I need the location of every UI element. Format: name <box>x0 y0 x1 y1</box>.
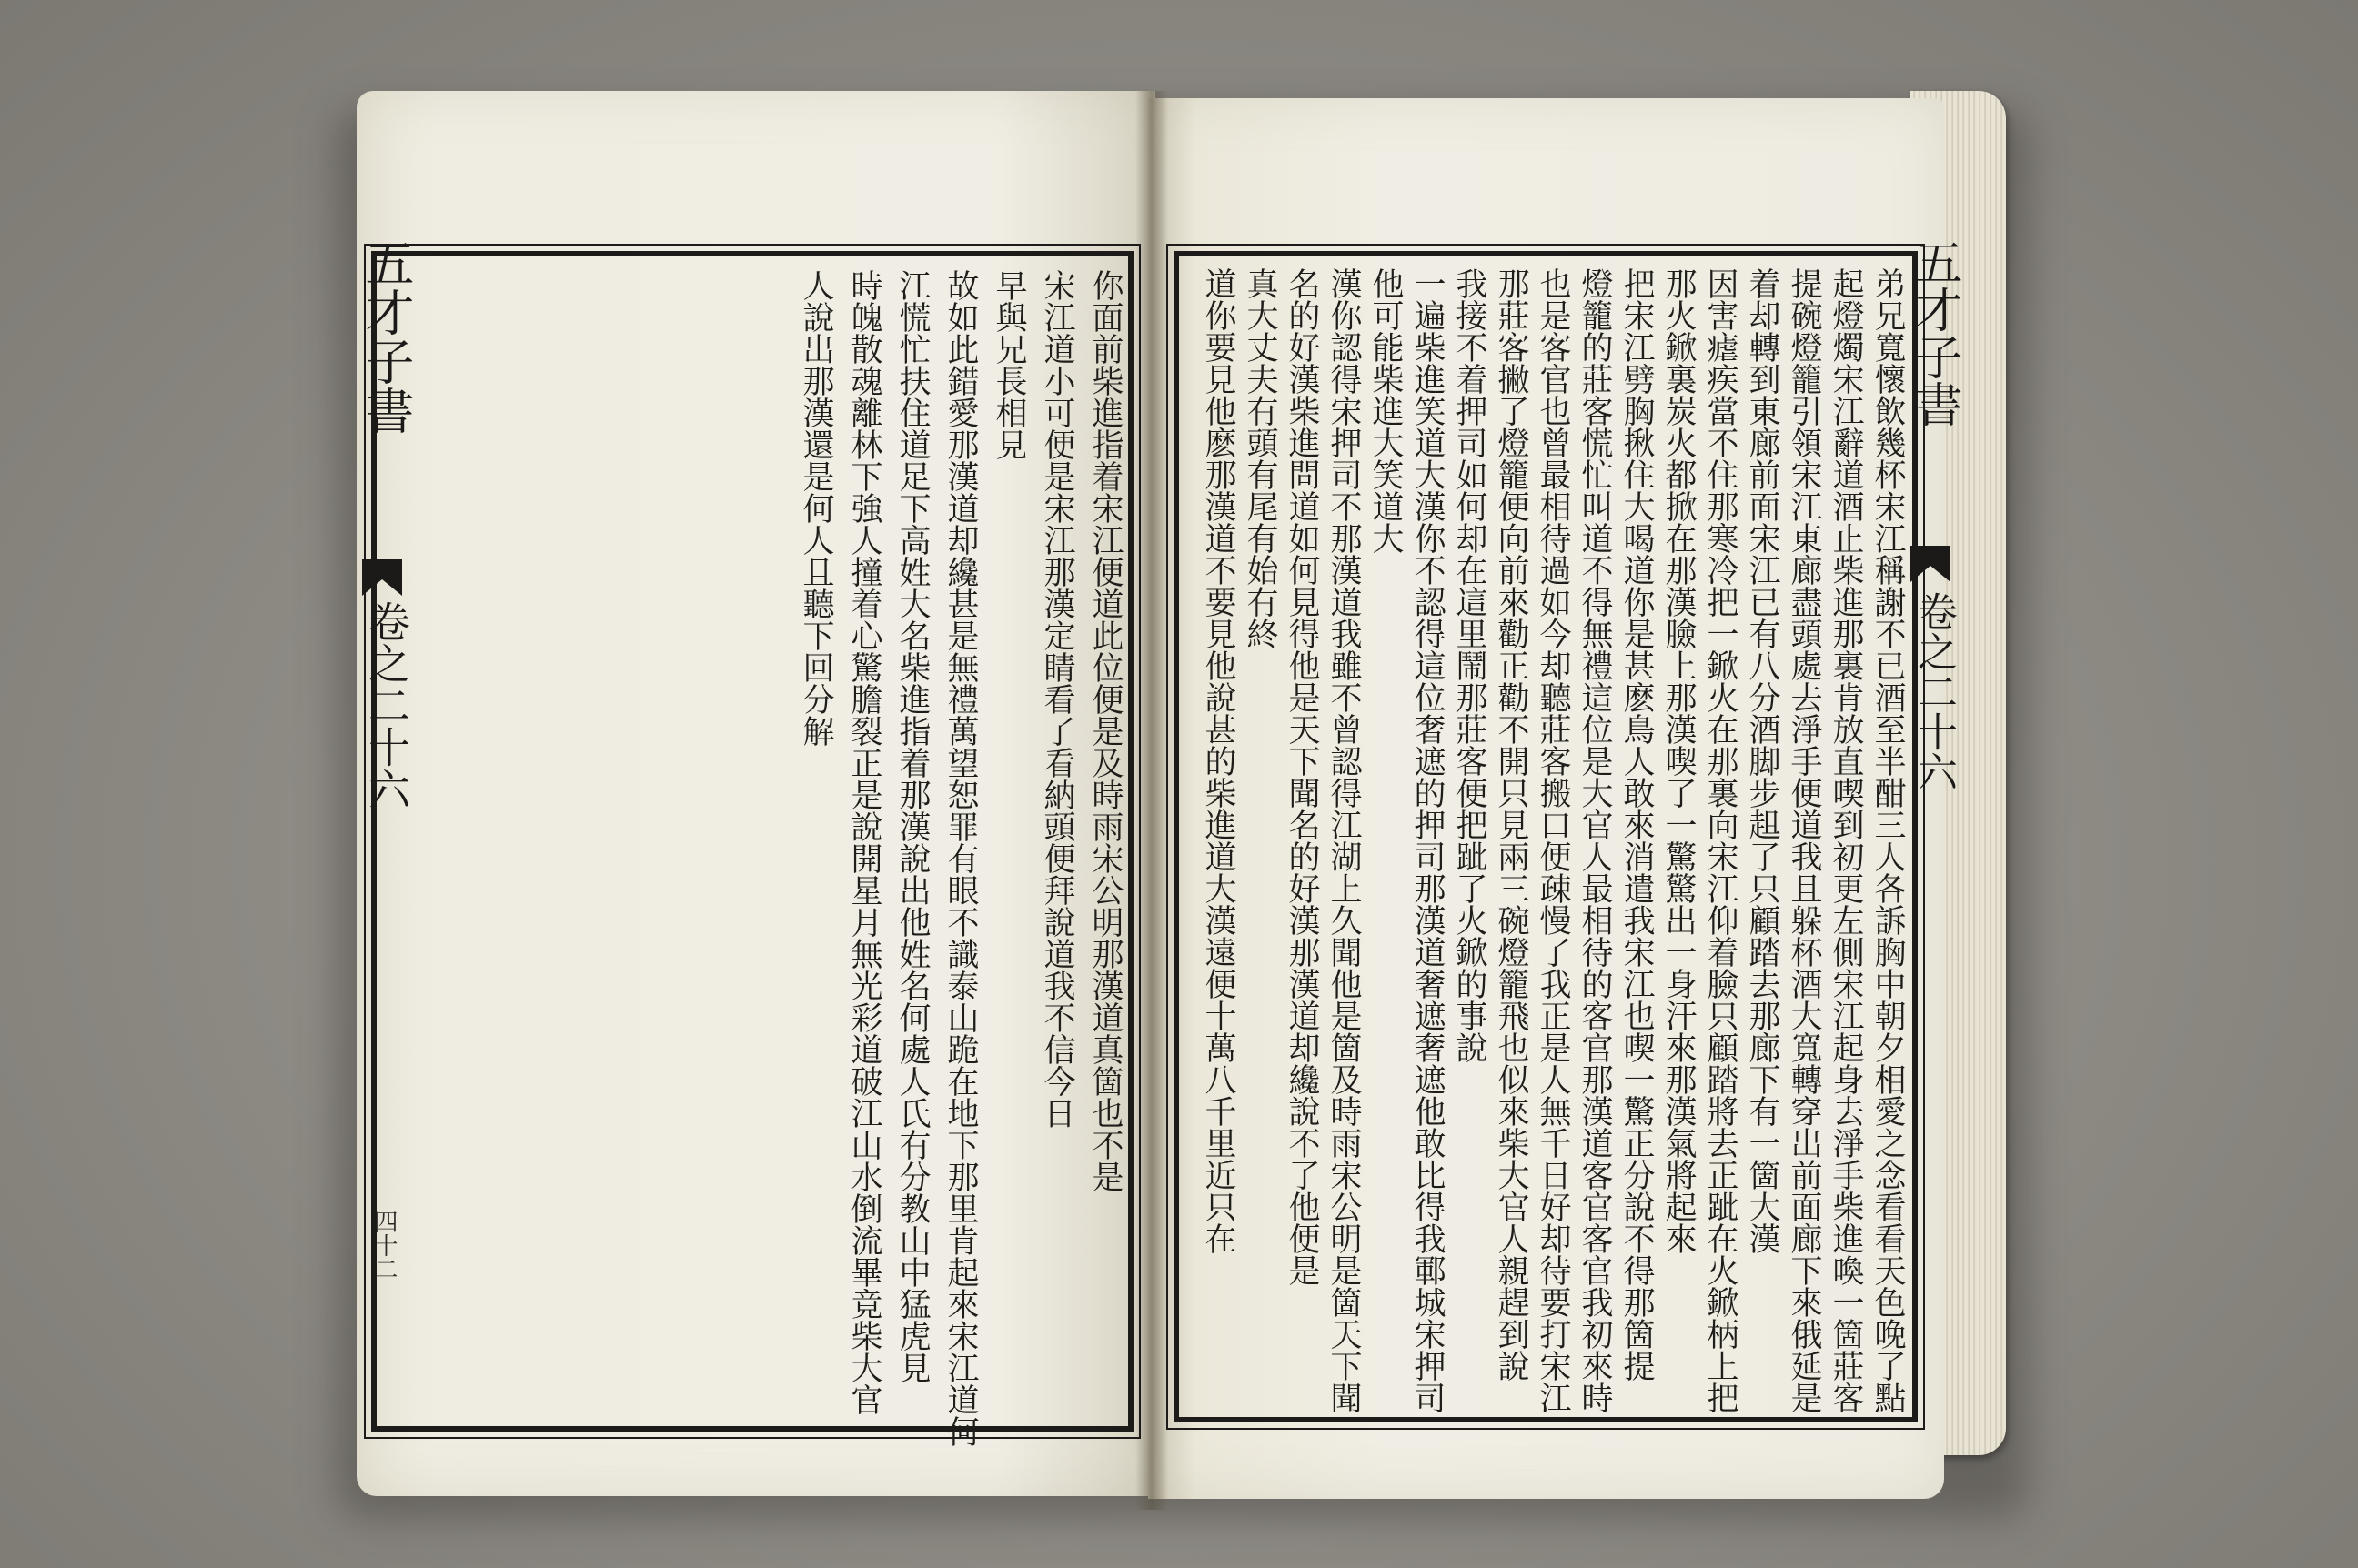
right-text-column: 因害瘧疾當不住那寒冷把一鍁火在那裏向宋江仰着臉只顧踏將去正跐在火鍁柄上把 <box>1702 267 1738 1413</box>
right-text-column: 燈籠的莊客慌忙叫道不得無禮這位是大官人最相待的客官那漢道客官客官我初來時 <box>1577 267 1613 1413</box>
right-text-column: 把宋江劈胸揪住大喝道你是甚麽鳥人敢來消遣我宋江也喫一驚正分說不得那箇提 <box>1618 267 1655 1382</box>
right-text-column: 提碗燈籠引領宋江東廊盡頭處去淨手便道我且躲杯酒大寬轉穿出前面廊下來俄延是 <box>1786 267 1822 1413</box>
right-text-column: 也是客官也曾最相待過如今却聽莊客搬口便疎慢了我正是人無千日好却待要打宋江 <box>1535 267 1571 1413</box>
right-book-title: 五才子書 <box>1907 238 1961 427</box>
right-text-column: 道你要見他麽那漢道不要見他說甚的柴進道大漢遠便十萬八千里近只在 <box>1200 267 1236 1254</box>
left-text-column: 你面前柴進指着宋江便道此位便是及時雨宋公明那漢道真箇也不是 <box>1087 269 1124 1192</box>
right-text-column: 我接不着押司如何却在這里鬧那莊客便把跐了火鍁的事說 <box>1451 267 1487 1063</box>
right-text-column: 起燈燭宋江辭道酒止柴進那裏肯放直喫到初更左側宋江起身去淨手柴進喚一箇莊客 <box>1828 267 1864 1413</box>
right-text-column: 那火鍁裏炭火都掀在那漢臉上那漢喫了一驚驚出一身汗來那漢氣將起來 <box>1660 267 1697 1254</box>
left-book-title: 五才子書 <box>358 238 415 435</box>
left-volume-label: 卷之二十六 <box>362 600 411 809</box>
book-gutter <box>1135 91 1168 1510</box>
left-blank-area <box>409 264 801 1410</box>
left-text-column: 江慌忙扶住道足下高姓大名柴進指着那漢說出他姓名何處人氏有分教山中猛虎見 <box>894 269 931 1383</box>
right-text-column: 他可能柴進大笑道大 <box>1367 267 1404 554</box>
left-text-column: 時魄散魂離林下強人撞着心驚膽裂正是說開星月無光彩道破江山水倒流畢竟柴大官 <box>846 269 882 1415</box>
right-text-column: 名的好漢柴進問道如何見得他是天下聞名的好漢那漢道却纔說不了他便是 <box>1284 267 1320 1286</box>
right-text-column: 着却轉到東廊前面宋江已有八分酒脚步趄了只顧踏去那廊下有一箇大漢 <box>1744 267 1780 1254</box>
right-text-column: 漢你認得宋押司不那漢道我雖不曾認得江湖上久聞他是箇及時雨宋公明是箇天下聞 <box>1325 267 1362 1413</box>
left-page-number: 四十二 <box>370 1210 398 1281</box>
right-text-column: 一遍柴進笑道大漢你不認得這位奢遮的押司那漢道奢遮奢遮他敢比得我鄆城宋押司 <box>1409 267 1446 1413</box>
left-text-column: 宋江道小可便是宋江那漢定睛看了看納頭便拜說道我不信今日 <box>1039 269 1075 1129</box>
right-text-column: 真大丈夫有頭有尾有始有終 <box>1242 267 1278 649</box>
right-text-column: 弟兄寬懷飲幾杯宋江稱謝不已酒至半酣三人各訴胸中朝夕相愛之念看看天色晚了點 <box>1869 267 1906 1413</box>
left-text-column: 早與兄長相見 <box>991 269 1027 460</box>
right-volume-label: 卷之二十六 <box>1910 591 1957 791</box>
left-text-column: 故如此錯愛那漢道却纔甚是無禮萬望恕罪有眼不識泰山跪在地下那里肯起來宋江道何 <box>942 269 979 1447</box>
right-text-column: 那莊客撇了燈籠便向前來勸正勸不開只見兩三碗燈籠飛也似來柴大官人親趕到說 <box>1493 267 1529 1382</box>
left-text-column: 人說出那漢還是何人且聽下回分解 <box>798 269 834 747</box>
